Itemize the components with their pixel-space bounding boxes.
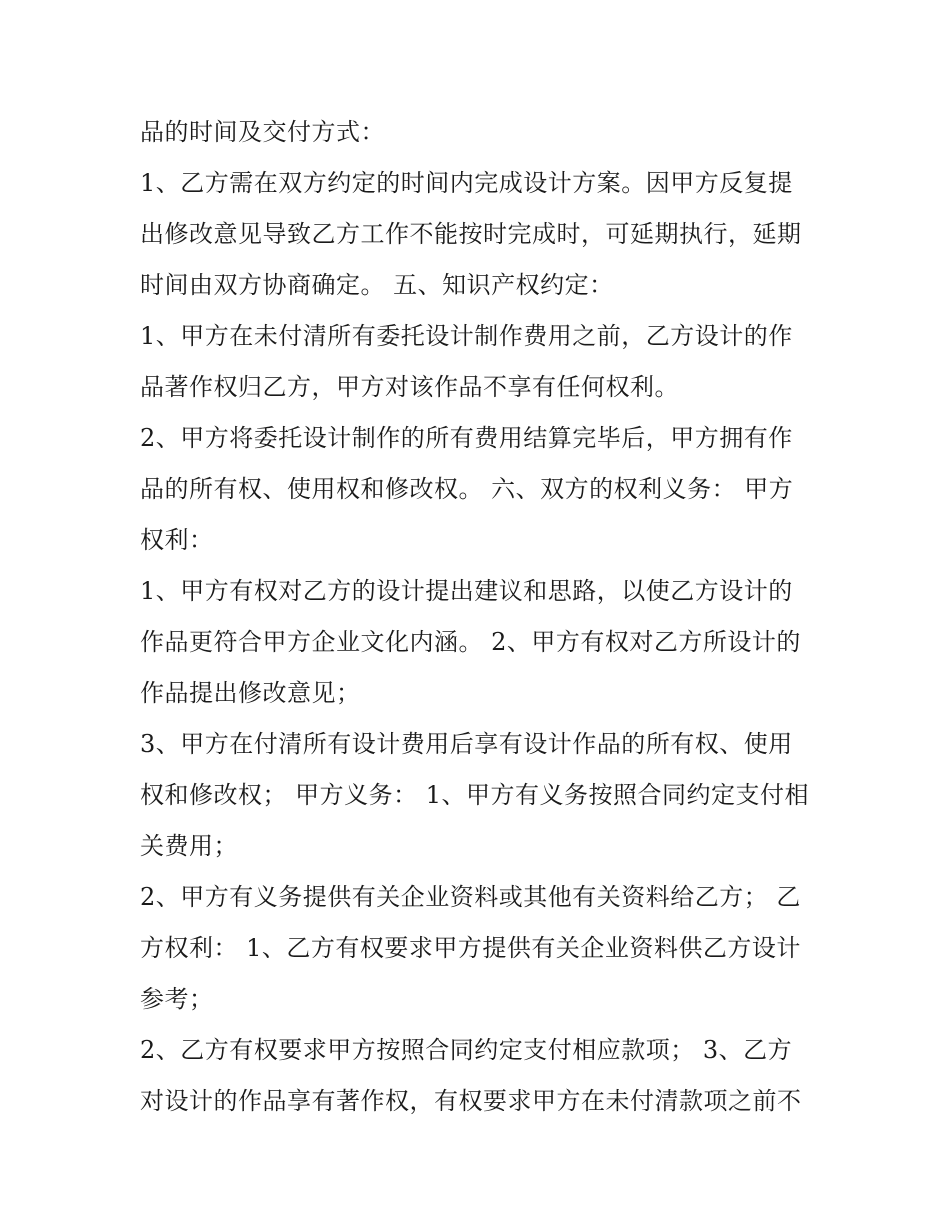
text-line: 权和修改权； 甲方义务： 1、甲方有义务按照合同约定支付相 bbox=[140, 781, 810, 809]
text-line: 3、甲方在付清所有设计费用后享有设计作品的所有权、使用 bbox=[140, 730, 793, 758]
text-line: 关费用； bbox=[140, 832, 238, 860]
text-line: 时间由双方协商确定。 五、知识产权约定： bbox=[140, 271, 614, 299]
text-line: 2、乙方有权要求甲方按照合同约定支付相应款项； 3、乙方 bbox=[140, 1036, 793, 1064]
text-line: 1、甲方在未付清所有委托设计制作费用之前，乙方设计的作 bbox=[140, 322, 793, 350]
text-line: 作品提出修改意见； bbox=[140, 679, 361, 707]
text-line: 2、甲方有义务提供有关企业资料或其他有关资料给乙方； 乙 bbox=[140, 883, 801, 911]
text-line: 2、甲方将委托设计制作的所有费用结算完毕后，甲方拥有作 bbox=[140, 424, 793, 452]
text-line: 出修改意见导致乙方工作不能按时完成时，可延期执行，延期 bbox=[140, 220, 802, 248]
text-line: 1、乙方需在双方约定的时间内完成设计方案。因甲方反复提 bbox=[140, 169, 793, 197]
text-line: 品著作权归乙方，甲方对该作品不享有任何权利。 bbox=[140, 373, 679, 401]
text-line: 权利： bbox=[140, 526, 214, 554]
text-line: 1、甲方有权对乙方的设计提出建议和思路，以使乙方设计的 bbox=[140, 577, 793, 605]
text-line: 品的时间及交付方式： bbox=[140, 118, 385, 146]
text-line: 对设计的作品享有著作权，有权要求甲方在未付清款项之前不 bbox=[140, 1087, 802, 1115]
text-line: 品的所有权、使用权和修改权。 六、双方的权利义务： 甲方 bbox=[140, 475, 794, 503]
text-line: 参考； bbox=[140, 985, 214, 1013]
text-line: 作品更符合甲方企业文化内涵。 2、甲方有权对乙方所设计的 bbox=[140, 628, 801, 656]
document-body bbox=[140, 107, 830, 1127]
text-line: 方权利： 1、乙方有权要求甲方提供有关企业资料供乙方设计 bbox=[140, 934, 801, 962]
